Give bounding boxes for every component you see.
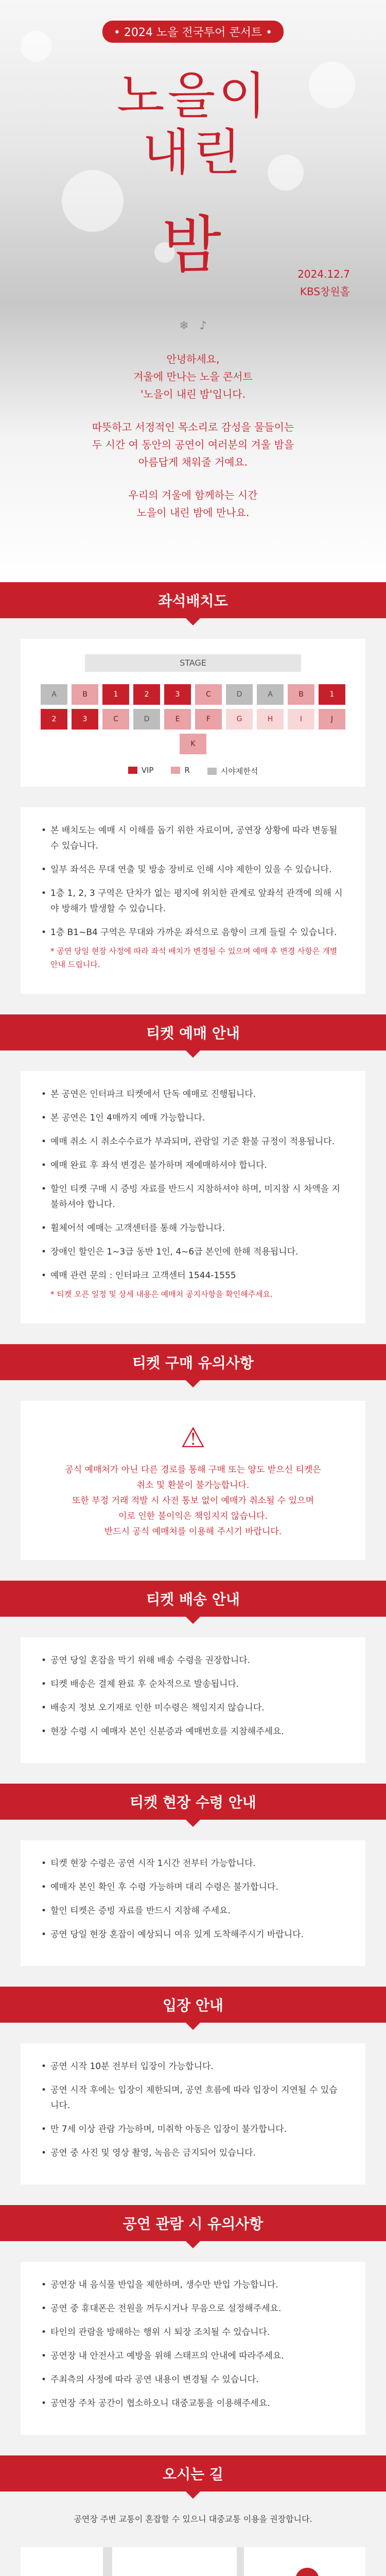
poem-gap <box>0 471 386 486</box>
event-date-venue <box>297 268 350 301</box>
legend-vip <box>128 766 154 776</box>
tour-badge: • 2024 노을 전국투어 콘서트 • <box>102 21 284 43</box>
note-item: • 본 배치도는 예매 시 이해를 돕기 위한 자료이며, 공연장 상황에 따라 변동될 수 있습니다. <box>41 823 345 854</box>
seat-block[interactable]: 3 <box>72 709 98 730</box>
hero-title-line3: 밤 <box>162 210 224 281</box>
info-item: • 공연장 주차 공간이 협소하오니 대중교통을 이용해주세요. <box>41 2396 345 2411</box>
info-item: • 주최측의 사정에 따라 공연 내용이 변경될 수 있습니다. <box>41 2372 345 2387</box>
info-item: • 휠체어석 예매는 고객센터를 통해 가능합니다. <box>41 1221 345 1236</box>
seat-block[interactable]: B <box>288 684 314 705</box>
info-item: • 본 공연은 1인 4매까지 예매 가능합니다. <box>41 1110 345 1126</box>
info-item: • 공연장 내 안전사고 예방을 위해 스태프의 안내에 따라주세요. <box>41 2348 345 2364</box>
legend-label: R <box>184 766 190 775</box>
info-item: • 예매 관련 문의 : 인터파크 고객센터 1544-1555 <box>41 1268 345 1283</box>
info-item: • 공연 시작 10분 전부터 입장이 가능합니다. <box>41 2059 345 2074</box>
seat-block[interactable]: 1 <box>102 684 129 705</box>
seat-block[interactable]: D <box>226 684 253 705</box>
legend-label: VIP <box>141 766 154 775</box>
poem-line: 따뜻하고 서정적인 목소리로 감성을 물들이는 <box>92 421 294 433</box>
warning-section <box>0 1344 386 1581</box>
info-item: • 예매 취소 시 취소수수료가 부과되며, 관람일 기준 환불 규정이 적용됩니다. <box>41 1134 345 1149</box>
entry-section <box>0 1987 386 2205</box>
seat-grid <box>36 684 350 754</box>
note-item: • 일부 좌석은 무대 연출 및 방송 장비로 인해 시야 제한이 있을 수 있습니다. <box>41 862 345 877</box>
seat-block[interactable]: F <box>195 709 222 730</box>
delivery-info <box>21 1637 365 1763</box>
stage-label: STAGE <box>85 654 301 672</box>
hero-title-line2: 내린 <box>142 124 244 181</box>
info-item: • 예매 완료 후 좌석 변경은 불가하며 재예매하셔야 합니다. <box>41 1158 345 1173</box>
section-title: 티켓 배송 안내 <box>146 1591 240 1608</box>
seat-block[interactable]: 2 <box>133 684 160 705</box>
onsite-info <box>21 1840 365 1966</box>
info-item: • 공연 당일 현장 혼잡이 예상되니 여유 있게 도착해주시기 바랍니다. <box>41 1927 345 1942</box>
hero-top <box>0 21 386 43</box>
note-red: * 공연 당일 현장 사정에 따라 좌석 배치가 변경될 수 있으며 예매 후 변경 사항은 개별 안내 드립니다. <box>50 946 338 969</box>
info-item: • 예매자 본인 확인 후 수령 가능하며 대리 수령은 불가합니다. <box>41 1879 345 1895</box>
venue-marker-icon <box>295 2568 319 2576</box>
seat-legend <box>36 766 350 776</box>
seat-block[interactable]: J <box>319 709 345 730</box>
music-note-icon: ♪ <box>199 319 207 332</box>
note-red: * 티켓 오픈 일정 및 상세 내용은 예매처 공지사항을 확인해주세요. <box>50 1290 273 1299</box>
note-item: • 1층 1, 2, 3 구역은 단차가 없는 평지에 위치한 관계로 앞좌석 관객에 의해 시야 방해가 발생할 수 있습니다. <box>41 886 345 917</box>
seat-block[interactable]: I <box>288 709 314 730</box>
section-title: 티켓 현장 수령 안내 <box>130 1794 256 1811</box>
info-item: • 현장 수령 시 예매자 본인 신분증과 예매번호를 지참해주세요. <box>41 1724 345 1739</box>
seat-block[interactable]: B <box>72 684 98 705</box>
info-item: • 타인의 관람을 방해하는 행위 시 퇴장 조치될 수 있습니다. <box>41 2325 345 2340</box>
poem-gap <box>0 403 386 418</box>
section-header-seat <box>0 582 386 618</box>
legend-label: 시야제한석 <box>220 767 258 776</box>
seat-block[interactable]: 2 <box>41 709 67 730</box>
intro-poem <box>0 350 386 521</box>
seat-block[interactable]: D <box>133 709 160 730</box>
hero-banner <box>0 0 386 582</box>
seat-block[interactable]: C <box>195 684 222 705</box>
seat-section <box>0 582 386 1014</box>
section-title: 입장 안내 <box>163 1997 223 2014</box>
poem-line: 노을이 내린 밤에 만나요. <box>136 506 250 519</box>
caution-info <box>21 2262 365 2435</box>
event-date: 2024.12.7 <box>297 268 350 280</box>
legend-r <box>171 766 189 776</box>
section-title: 티켓 구매 유의사항 <box>132 1354 254 1371</box>
directions-intro: 공연장 주변 교통이 혼잡할 수 있으니 대중교통 이용을 권장합니다. <box>74 2514 312 2524</box>
seat-block[interactable]: G <box>226 709 253 730</box>
poem-line: '노을이 내린 밤'입니다. <box>141 388 245 400</box>
onsite-section <box>0 1784 386 1987</box>
info-item: • 공연 중 휴대폰은 전원을 꺼두시거나 무음으로 설정해주세요. <box>41 2301 345 2316</box>
snowflake-icon: ❄ <box>179 319 189 332</box>
seat-block[interactable]: 3 <box>164 684 191 705</box>
warning-line: 이로 인한 불이익은 책임지지 않습니다. <box>118 1511 268 1521</box>
map-road <box>103 2547 112 2576</box>
section-header-ticket <box>0 1014 386 1050</box>
directions-section <box>0 2455 386 2576</box>
info-item: • 할인 티켓 구매 시 증빙 자료를 반드시 지참하셔야 하며, 미지참 시 차액을 지불하셔야 합니다. <box>41 1181 345 1212</box>
venue-map[interactable] <box>21 2547 365 2576</box>
poem-line: 아름답게 채워줄 거예요. <box>138 456 248 468</box>
seat-block[interactable]: C <box>102 709 129 730</box>
event-venue: KBS창원홀 <box>300 285 350 298</box>
section-header-entry <box>0 1987 386 2023</box>
info-item: • 공연 중 사진 및 영상 촬영, 녹음은 금지되어 있습니다. <box>41 2145 345 2161</box>
legend-restricted <box>207 766 258 776</box>
info-item: • 공연 당일 혼잡을 막기 위해 배송 수령을 권장합니다. <box>41 1653 345 1668</box>
section-title: 티켓 예매 안내 <box>146 1025 240 1042</box>
ticket-info <box>21 1071 365 1324</box>
seat-map <box>21 639 365 787</box>
note-item: • 1층 B1~B4 구역은 무대와 가까운 좌석으로 음향이 크게 들릴 수 있습니다. <box>41 925 345 940</box>
seat-block[interactable]: A <box>257 684 284 705</box>
info-item: • 공연 시작 후에는 입장이 제한되며, 공연 흐름에 따라 입장이 지연될 수 있습니다. <box>41 2082 345 2113</box>
caution-section <box>0 2205 386 2455</box>
entry-info <box>21 2043 365 2184</box>
seat-block[interactable]: 1 <box>319 684 345 705</box>
poem-line: 겨울에 만나는 노을 콘서트 <box>133 370 253 383</box>
section-title: 오시는 길 <box>163 2466 223 2483</box>
section-header-warning <box>0 1344 386 1380</box>
hero-icons <box>0 319 386 332</box>
warning-icon: ⚠ <box>180 1421 206 1454</box>
warning-line: 반드시 공식 예매처를 이용해 주시기 바랍니다. <box>104 1527 282 1537</box>
section-header-directions <box>0 2455 386 2492</box>
seat-block[interactable]: E <box>164 709 191 730</box>
section-header-onsite <box>0 1784 386 1820</box>
info-item: • 본 공연은 인터파크 티켓에서 단독 예매로 진행됩니다. <box>41 1087 345 1102</box>
warning-box <box>21 1401 365 1560</box>
info-item: • 티켓 배송은 결제 완료 후 순차적으로 발송됩니다. <box>41 1676 345 1692</box>
section-header-delivery <box>0 1581 386 1617</box>
info-item: • 장애인 할인은 1~3급 동반 1인, 4~6급 본인에 한해 적용됩니다. <box>41 1244 345 1260</box>
delivery-section <box>0 1581 386 1784</box>
poem-line: 안녕하세요, <box>166 353 220 365</box>
seat-block[interactable]: K <box>180 734 206 754</box>
poem-line: 두 시간 여 동안의 공연이 여러분의 겨울 밤을 <box>92 438 294 451</box>
info-item: • 공연장 내 음식물 반입을 제한하며, 생수만 반입 가능합니다. <box>41 2277 345 2293</box>
warning-line: 취소 및 환불이 불가능합니다. <box>136 1480 250 1490</box>
info-item: • 티켓 현장 수령은 공연 시작 1시간 전부터 가능합니다. <box>41 1856 345 1871</box>
seat-block[interactable]: A <box>41 684 67 705</box>
section-title: 좌석배치도 <box>158 592 228 609</box>
warning-line: 또한 부정 거래 적발 시 사전 통보 없이 예매가 취소될 수 있으며 <box>72 1496 314 1506</box>
section-title: 공연 관람 시 유의사항 <box>122 2215 264 2232</box>
seat-notes <box>21 807 365 994</box>
info-item: • 만 7세 이상 관람 가능하며, 미취학 아동은 입장이 불가합니다. <box>41 2122 345 2137</box>
ticket-section <box>0 1014 386 1344</box>
map-road <box>237 2547 244 2576</box>
seat-block[interactable]: H <box>257 709 284 730</box>
hero-title-line1: 노을이 <box>116 67 270 125</box>
warning-line: 공식 예매처가 아닌 다른 경로를 통해 구매 또는 양도 받으신 티켓은 <box>65 1465 321 1475</box>
info-item: • 배송지 정보 오기재로 인한 미수령은 책임지지 않습니다. <box>41 1700 345 1716</box>
info-item: • 할인 티켓은 증빙 자료를 반드시 지참해 주세요. <box>41 1903 345 1919</box>
poem-line: 우리의 겨울에 함께하는 시간 <box>128 489 258 501</box>
section-header-caution <box>0 2205 386 2241</box>
